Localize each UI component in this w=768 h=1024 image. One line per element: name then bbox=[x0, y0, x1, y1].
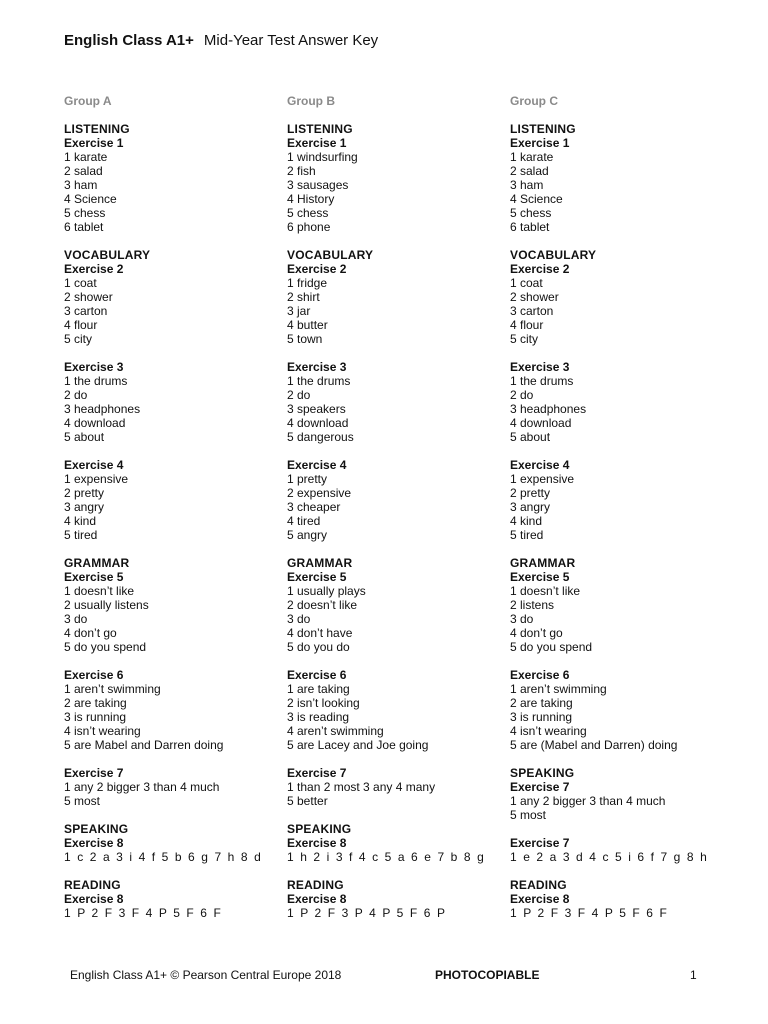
answer-line: 1 expensive bbox=[510, 472, 575, 486]
answer-line: 3 jar bbox=[287, 304, 311, 318]
exercise-block bbox=[287, 556, 507, 654]
exercise-heading: Exercise 5 bbox=[64, 570, 124, 584]
answer-line: 1 P 2 F 3 F 4 P 5 F 6 F bbox=[64, 906, 223, 920]
answer-line: 4 isn’t wearing bbox=[64, 724, 141, 738]
answer-line: 1 than 2 most 3 any 4 many bbox=[287, 780, 436, 794]
block-spacer bbox=[287, 808, 507, 822]
answer-line: 1 karate bbox=[64, 150, 108, 164]
answer-line: 6 phone bbox=[287, 220, 331, 234]
answer-line: 3 do bbox=[287, 612, 311, 626]
answer-line: 2 do bbox=[510, 388, 534, 402]
answer-line: 1 any 2 bigger 3 than 4 much bbox=[64, 780, 220, 794]
section-heading: READING bbox=[64, 878, 121, 892]
answer-line: 3 carton bbox=[64, 304, 108, 318]
exercise-block bbox=[64, 668, 284, 752]
answer-line: 5 tired bbox=[510, 528, 544, 542]
exercise-heading: Exercise 1 bbox=[510, 136, 570, 150]
exercise-heading: Exercise 7 bbox=[510, 780, 570, 794]
section-heading: VOCABULARY bbox=[64, 248, 151, 262]
section-heading: SPEAKING bbox=[287, 822, 352, 836]
section-heading: READING bbox=[287, 878, 344, 892]
answer-line: 2 fish bbox=[287, 164, 316, 178]
exercise-heading: Exercise 8 bbox=[287, 836, 347, 850]
answer-line: 4 don’t go bbox=[64, 626, 117, 640]
answer-line: 1 aren’t swimming bbox=[64, 682, 161, 696]
exercise-block bbox=[510, 122, 730, 234]
answer-line: 1 windsurfing bbox=[287, 150, 358, 164]
answer-line: 3 ham bbox=[64, 178, 98, 192]
exercise-block bbox=[287, 822, 507, 864]
answer-line: 4 isn’t wearing bbox=[510, 724, 587, 738]
exercise-heading: Exercise 4 bbox=[287, 458, 347, 472]
answer-line: 4 don’t go bbox=[510, 626, 563, 640]
answer-line: 3 sausages bbox=[287, 178, 349, 192]
block-spacer bbox=[287, 752, 507, 766]
exercise-block bbox=[510, 668, 730, 752]
exercise-block bbox=[510, 248, 730, 346]
answer-line: 4 download bbox=[510, 416, 572, 430]
section-heading: SPEAKING bbox=[64, 822, 129, 836]
answer-line: 4 flour bbox=[64, 318, 98, 332]
exercise-heading: Exercise 6 bbox=[287, 668, 347, 682]
exercise-heading: Exercise 2 bbox=[510, 262, 570, 276]
answer-line: 3 headphones bbox=[510, 402, 587, 416]
answer-line: 2 do bbox=[64, 388, 88, 402]
column-group-a bbox=[64, 94, 284, 920]
footer-page-number: 1 bbox=[690, 968, 697, 982]
exercise-block bbox=[510, 878, 730, 920]
document-subtitle: Mid-Year Test Answer Key bbox=[203, 32, 379, 49]
answer-line: 6 tablet bbox=[510, 220, 550, 234]
answer-line: 1 aren’t swimming bbox=[510, 682, 607, 696]
answer-line: 1 coat bbox=[64, 276, 97, 290]
answer-line: 1 P 2 F 3 F 4 P 5 F 6 F bbox=[510, 906, 669, 920]
answer-line: 4 aren’t swimming bbox=[287, 724, 384, 738]
exercise-block bbox=[64, 458, 284, 542]
answer-line: 5 are Mabel and Darren doing bbox=[64, 738, 224, 752]
exercise-heading: Exercise 7 bbox=[510, 836, 570, 850]
exercise-heading: Exercise 4 bbox=[510, 458, 570, 472]
answer-line: 2 salad bbox=[510, 164, 549, 178]
block-spacer bbox=[287, 864, 507, 878]
section-heading: SPEAKING bbox=[510, 766, 575, 780]
answer-line: 5 do you spend bbox=[64, 640, 147, 654]
section-heading: READING bbox=[510, 878, 567, 892]
answer-line: 1 karate bbox=[510, 150, 554, 164]
answer-line: 3 cheaper bbox=[287, 500, 341, 514]
document-brand-title: English Class A1+ bbox=[64, 32, 194, 49]
answer-line: 3 is running bbox=[64, 710, 127, 724]
exercise-block bbox=[287, 668, 507, 752]
exercise-heading: Exercise 8 bbox=[287, 892, 347, 906]
page-header bbox=[64, 31, 378, 51]
block-spacer bbox=[510, 654, 730, 668]
block-spacer bbox=[287, 234, 507, 248]
exercise-block bbox=[287, 458, 507, 542]
exercise-block bbox=[64, 122, 284, 234]
answer-line: 1 P 2 F 3 P 4 P 5 F 6 P bbox=[287, 906, 447, 920]
block-spacer bbox=[510, 752, 730, 766]
answer-line: 1 pretty bbox=[287, 472, 328, 486]
exercise-heading: Exercise 2 bbox=[287, 262, 347, 276]
exercise-block bbox=[64, 360, 284, 444]
block-spacer bbox=[287, 654, 507, 668]
answer-line: 5 about bbox=[64, 430, 105, 444]
exercise-block bbox=[510, 360, 730, 444]
group-title: Group C bbox=[510, 94, 558, 108]
answer-line: 3 speakers bbox=[287, 402, 346, 416]
answer-line: 4 Science bbox=[510, 192, 563, 206]
answer-line: 4 download bbox=[287, 416, 349, 430]
answer-line: 2 listens bbox=[510, 598, 555, 612]
answer-line: 1 expensive bbox=[64, 472, 129, 486]
exercise-heading: Exercise 6 bbox=[64, 668, 124, 682]
answer-line: 5 most bbox=[64, 794, 101, 808]
answer-line: 3 do bbox=[510, 612, 534, 626]
answer-line: 5 angry bbox=[287, 528, 328, 542]
answer-line: 1 fridge bbox=[287, 276, 328, 290]
answer-line: 2 shower bbox=[510, 290, 559, 304]
section-heading: LISTENING bbox=[287, 122, 353, 136]
answer-line: 4 download bbox=[64, 416, 126, 430]
footer-photocopiable: PHOTOCOPIABLE bbox=[435, 968, 540, 982]
section-heading: GRAMMAR bbox=[287, 556, 353, 570]
answer-line: 1 the drums bbox=[287, 374, 351, 388]
exercise-heading: Exercise 5 bbox=[510, 570, 570, 584]
answer-line: 2 usually listens bbox=[64, 598, 149, 612]
answer-line: 1 the drums bbox=[64, 374, 128, 388]
block-spacer bbox=[64, 234, 284, 248]
block-spacer bbox=[510, 542, 730, 556]
exercise-block bbox=[287, 360, 507, 444]
exercise-block bbox=[510, 766, 730, 822]
group-title: Group A bbox=[64, 94, 112, 108]
answer-line: 2 doesn’t like bbox=[287, 598, 358, 612]
answer-line: 4 flour bbox=[510, 318, 544, 332]
answer-line: 5 are Lacey and Joe going bbox=[287, 738, 429, 752]
section-heading: VOCABULARY bbox=[287, 248, 374, 262]
exercise-block bbox=[510, 458, 730, 542]
answer-line: 1 e 2 a 3 d 4 c 5 i 6 f 7 g 8 h bbox=[510, 850, 709, 864]
answer-line: 2 shower bbox=[64, 290, 113, 304]
exercise-heading: Exercise 3 bbox=[287, 360, 347, 374]
section-heading: GRAMMAR bbox=[64, 556, 130, 570]
exercise-heading: Exercise 5 bbox=[287, 570, 347, 584]
exercise-block bbox=[64, 822, 284, 864]
group-title: Group B bbox=[287, 94, 335, 108]
exercise-heading: Exercise 7 bbox=[287, 766, 347, 780]
answer-line: 6 tablet bbox=[64, 220, 104, 234]
answer-line: 5 dangerous bbox=[287, 430, 354, 444]
answer-line: 5 about bbox=[510, 430, 551, 444]
answer-line: 2 expensive bbox=[287, 486, 352, 500]
exercise-heading: Exercise 8 bbox=[64, 892, 124, 906]
block-spacer bbox=[510, 346, 730, 360]
block-spacer bbox=[287, 346, 507, 360]
exercise-heading: Exercise 3 bbox=[64, 360, 124, 374]
column-group-b bbox=[287, 94, 507, 920]
block-spacer bbox=[510, 822, 730, 836]
block-spacer bbox=[64, 864, 284, 878]
answer-line: 5 do you spend bbox=[510, 640, 593, 654]
exercise-heading: Exercise 4 bbox=[64, 458, 124, 472]
answer-line: 5 better bbox=[287, 794, 328, 808]
answer-line: 2 are taking bbox=[64, 696, 127, 710]
answer-line: 3 is reading bbox=[287, 710, 350, 724]
section-heading: LISTENING bbox=[64, 122, 130, 136]
answer-line: 5 tired bbox=[64, 528, 98, 542]
exercise-heading: Exercise 3 bbox=[510, 360, 570, 374]
answer-line: 1 the drums bbox=[510, 374, 574, 388]
exercise-heading: Exercise 1 bbox=[64, 136, 124, 150]
answer-line: 2 pretty bbox=[510, 486, 551, 500]
answer-line: 2 pretty bbox=[64, 486, 105, 500]
block-spacer bbox=[510, 444, 730, 458]
block-spacer bbox=[64, 808, 284, 822]
exercise-block bbox=[287, 248, 507, 346]
answer-line: 5 are (Mabel and Darren) doing bbox=[510, 738, 678, 752]
block-spacer bbox=[64, 654, 284, 668]
column-group-c bbox=[510, 94, 730, 920]
answer-line: 1 any 2 bigger 3 than 4 much bbox=[510, 794, 666, 808]
answer-line: 5 city bbox=[510, 332, 539, 346]
answer-line: 2 isn’t looking bbox=[287, 696, 360, 710]
answer-line: 4 tired bbox=[287, 514, 321, 528]
exercise-block bbox=[64, 556, 284, 654]
answer-line: 3 headphones bbox=[64, 402, 141, 416]
section-heading: GRAMMAR bbox=[510, 556, 576, 570]
answer-line: 1 doesn’t like bbox=[510, 584, 581, 598]
answer-line: 3 carton bbox=[510, 304, 554, 318]
block-spacer bbox=[64, 444, 284, 458]
answer-line: 4 Science bbox=[64, 192, 117, 206]
answer-line: 3 ham bbox=[510, 178, 544, 192]
block-spacer bbox=[64, 752, 284, 766]
answer-line: 3 angry bbox=[510, 500, 551, 514]
exercise-block bbox=[287, 122, 507, 234]
block-spacer bbox=[287, 444, 507, 458]
answer-line: 2 do bbox=[287, 388, 311, 402]
answer-line: 4 History bbox=[287, 192, 335, 206]
answer-line: 2 shirt bbox=[287, 290, 320, 304]
exercise-block bbox=[510, 556, 730, 654]
exercise-block bbox=[64, 766, 284, 808]
exercise-block bbox=[64, 878, 284, 920]
block-spacer bbox=[64, 542, 284, 556]
exercise-heading: Exercise 1 bbox=[287, 136, 347, 150]
answer-line: 4 butter bbox=[287, 318, 328, 332]
exercise-block bbox=[510, 836, 730, 864]
answer-line: 1 c 2 a 3 i 4 f 5 b 6 g 7 h 8 d bbox=[64, 850, 263, 864]
block-spacer bbox=[287, 542, 507, 556]
answer-line: 5 chess bbox=[510, 206, 552, 220]
exercise-block bbox=[287, 766, 507, 808]
answer-line: 5 do you do bbox=[287, 640, 350, 654]
answer-line: 3 angry bbox=[64, 500, 105, 514]
exercise-block bbox=[64, 248, 284, 346]
answer-line: 1 coat bbox=[510, 276, 543, 290]
footer-copyright: English Class A1+ © Pearson Central Europe 2018 bbox=[70, 968, 342, 982]
answer-line: 5 chess bbox=[64, 206, 106, 220]
block-spacer bbox=[64, 346, 284, 360]
exercise-heading: Exercise 6 bbox=[510, 668, 570, 682]
answer-line: 5 city bbox=[64, 332, 93, 346]
answer-line: 4 kind bbox=[64, 514, 97, 528]
exercise-heading: Exercise 8 bbox=[510, 892, 570, 906]
answer-line: 3 is running bbox=[510, 710, 573, 724]
block-spacer bbox=[510, 234, 730, 248]
answer-line: 2 are taking bbox=[510, 696, 573, 710]
answer-line: 2 salad bbox=[64, 164, 103, 178]
section-heading: VOCABULARY bbox=[510, 248, 597, 262]
answer-line: 1 usually plays bbox=[287, 584, 366, 598]
answer-line: 3 do bbox=[64, 612, 88, 626]
answer-line: 1 doesn’t like bbox=[64, 584, 135, 598]
answer-line: 5 chess bbox=[287, 206, 329, 220]
exercise-heading: Exercise 8 bbox=[64, 836, 124, 850]
exercise-heading: Exercise 7 bbox=[64, 766, 124, 780]
answer-line: 5 most bbox=[510, 808, 547, 822]
answer-line: 4 don’t have bbox=[287, 626, 353, 640]
exercise-heading: Exercise 2 bbox=[64, 262, 124, 276]
answer-line: 1 are taking bbox=[287, 682, 350, 696]
exercise-block bbox=[287, 878, 507, 920]
answer-line: 5 town bbox=[287, 332, 323, 346]
answer-line: 1 h 2 i 3 f 4 c 5 a 6 e 7 b 8 g bbox=[287, 850, 486, 864]
block-spacer bbox=[510, 864, 730, 878]
section-heading: LISTENING bbox=[510, 122, 576, 136]
answer-line: 4 kind bbox=[510, 514, 543, 528]
